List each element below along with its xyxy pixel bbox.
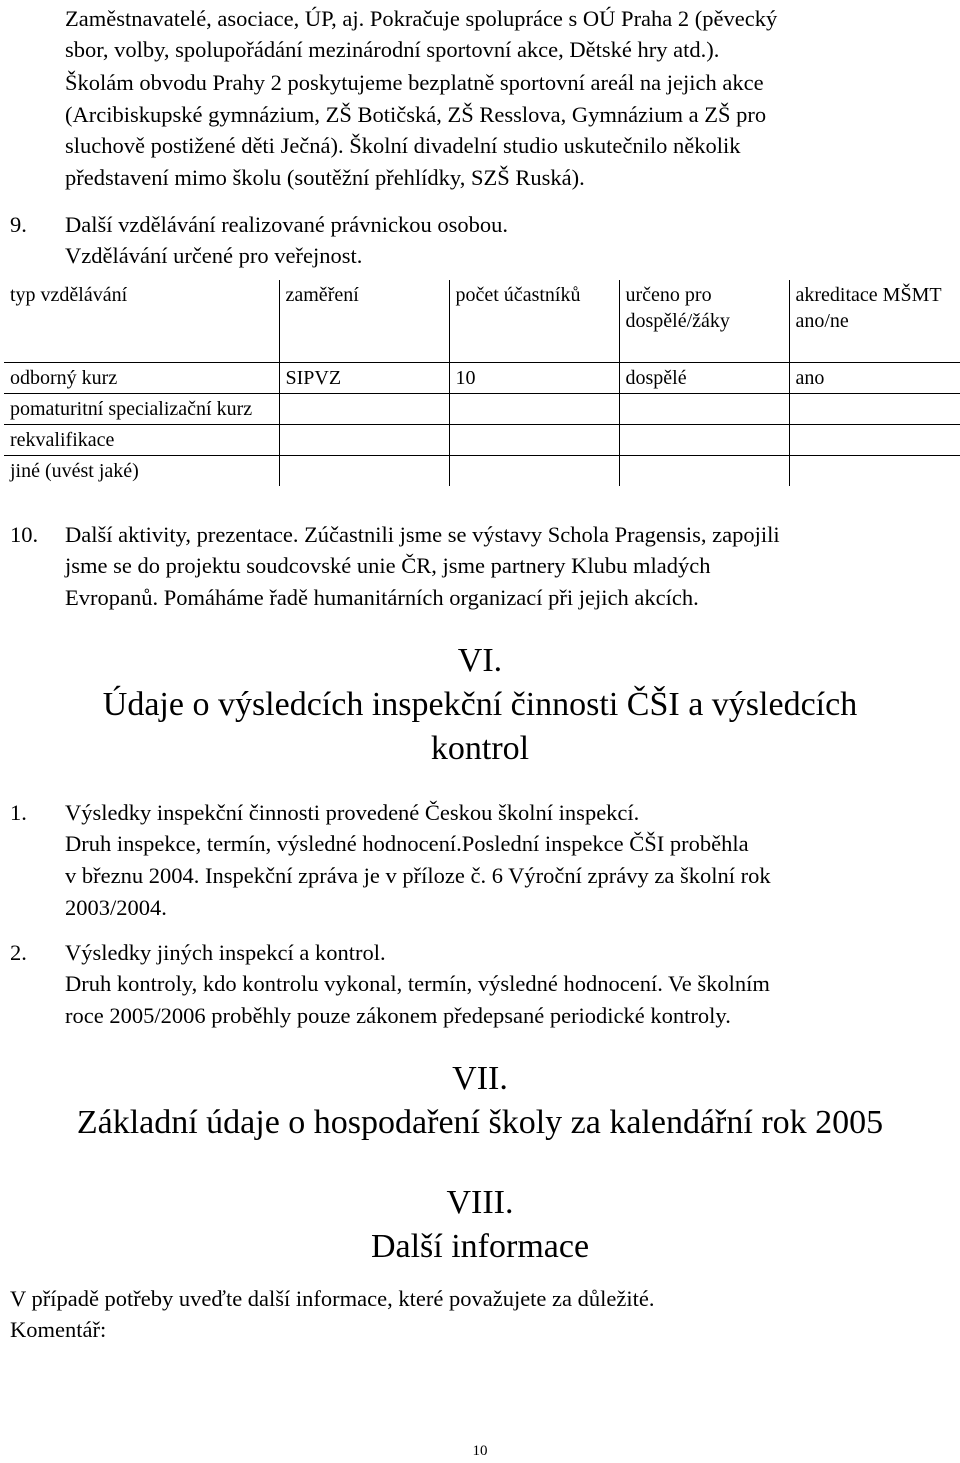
intro-line-3: Školám obvodu Prahy 2 poskytujeme bezplatně sportovní areál na jejich akce (65, 70, 764, 95)
chapter-8-numeral: VIII. (446, 1184, 514, 1221)
intro-line-4: (Arcibiskupské gymnázium, ZŠ Botičská, ZŠ Resslova, Gymnázium a ZŠ pro (65, 102, 767, 127)
table-cell: 10 (449, 363, 619, 394)
intro-line-6: představení mimo školu (soutěžní přehlídky, SZŠ Ruská). (65, 165, 585, 190)
table-cell: ano (789, 363, 960, 394)
item-1-number: 1. (10, 800, 27, 825)
section-10-line-2: jsme se do projektu soudcovské unie ČR, jsme partnery Klubu mladých (65, 553, 711, 578)
item-2-number: 2. (10, 940, 27, 965)
table-cell (279, 425, 449, 456)
page-number: 10 (472, 1443, 488, 1459)
item-1-line-2: Druh inspekce, termín, výsledné hodnocení.Poslední inspekce ČŠI proběhla (65, 831, 749, 856)
header-cell-participants: počet účastníků (449, 280, 619, 363)
header-cell-focus: zaměření (279, 280, 449, 363)
section-9-title: Další vzdělávání realizované právnickou osobou. (65, 212, 508, 237)
item-2-line-2: Druh kontroly, kdo kontrolu vykonal, termín, výsledné hodnocení. Ve školním (65, 971, 770, 996)
table-cell: dospělé (619, 363, 789, 394)
section-10-line-1: Další aktivity, prezentace. Zúčastnili jsme se výstavy Schola Pragensis, zapojili (65, 522, 780, 547)
intro-line-2: sbor, volby, spolupořádání mezinárodní sportovní akce, Dětské hry atd.). (65, 37, 720, 62)
section-9-number: 9. (10, 212, 27, 237)
table-cell (789, 425, 960, 456)
table-cell: SIPVZ (279, 363, 449, 394)
table-cell (619, 394, 789, 425)
table-row (4, 363, 960, 394)
section-10-line-3: Evropanů. Pomáháme řadě humanitárních organizací při jejich akcích. (65, 585, 699, 610)
table-row (4, 394, 960, 425)
header-cell-accreditation: akreditace MŠMT ano/ne (789, 280, 960, 363)
chapter-8-title: Další informace (370, 1228, 590, 1265)
intro-line-5: sluchově postižené děti Ječná). Školní divadelní studio uskutečnilo několik (65, 133, 741, 158)
table-row (4, 425, 960, 456)
closing-line-1: V případě potřeby uveďte další informace, které považujete za důležité. (10, 1286, 655, 1311)
table-cell: rekvalifikace (4, 425, 279, 456)
item-1-line-1: Výsledky inspekční činnosti provedené Českou školní inspekcí. (65, 800, 640, 825)
chapter-6-title-line-1: Údaje o výsledcích inspekční činnosti ČŠI a výsledcích (102, 686, 858, 723)
chapter-7-numeral: VII. (452, 1060, 508, 1097)
item-1-line-3: v březnu 2004. Inspekční zpráva je v příloze č. 6 Výroční zprávy za školní rok (65, 863, 771, 888)
table-cell: odborný kurz (4, 363, 279, 394)
item-2-line-3: roce 2005/2006 proběhly pouze zákonem předepsané periodické kontroly. (65, 1003, 731, 1028)
table-cell (449, 456, 619, 487)
table-cell (789, 456, 960, 487)
table-cell (619, 425, 789, 456)
section-10-number: 10. (10, 522, 39, 547)
table-row (4, 456, 960, 487)
table-cell (789, 394, 960, 425)
header-cell-audience: určeno pro dospělé/žáky (619, 280, 789, 363)
chapter-6-title-line-2: kontrol (430, 730, 530, 767)
table-cell (279, 456, 449, 487)
table-cell (619, 456, 789, 487)
section-9-subtitle: Vzdělávání určené pro veřejnost. (65, 243, 363, 268)
table-cell: jiné (uvést jaké) (4, 456, 279, 487)
header-cell-type: typ vzdělávání (4, 280, 279, 363)
item-1-line-4: 2003/2004. (65, 895, 167, 920)
table-cell (449, 425, 619, 456)
table-cell (279, 394, 449, 425)
table-header-row (4, 280, 960, 363)
education-table (4, 280, 960, 486)
item-2-line-1: Výsledky jiných inspekcí a kontrol. (65, 940, 386, 965)
chapter-6-numeral: VI. (457, 642, 503, 679)
intro-line-1: Zaměstnavatelé, asociace, ÚP, aj. Pokračuje spolupráce s OÚ Praha 2 (pěvecký (65, 6, 778, 31)
table-cell: pomaturitní specializační kurz (4, 394, 279, 425)
chapter-7-title: Základní údaje o hospodaření školy za kalendářní rok 2005 (76, 1104, 884, 1141)
table-cell (449, 394, 619, 425)
comment-label: Komentář: (10, 1317, 107, 1342)
